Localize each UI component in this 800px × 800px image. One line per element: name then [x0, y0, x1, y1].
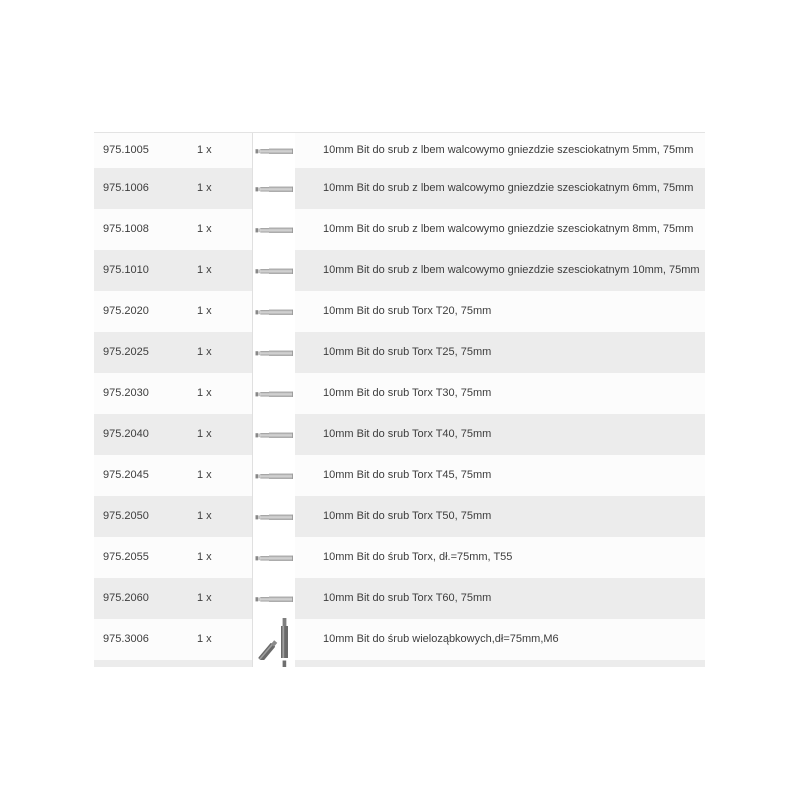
table-row [94, 578, 705, 619]
product-image-cell [252, 414, 295, 455]
quantity: 1 x [197, 264, 212, 276]
product-image-cell [252, 209, 295, 250]
quantity: 1 x [197, 592, 212, 604]
bit-horizontal-icon [255, 348, 295, 358]
quantity: 1 x [197, 223, 212, 235]
product-image-cell [252, 619, 295, 660]
description: 10mm Bit do śrub Torx, dł.=75mm, T55 [323, 551, 513, 563]
product-image-cell [252, 578, 295, 619]
part-number: 975.2025 [103, 346, 149, 358]
description: 10mm Bit do srub z lbem walcowymo gniezdzie szesciokatnym 6mm, 75mm [323, 182, 694, 194]
quantity: 1 x [197, 428, 212, 440]
bit-horizontal-icon [255, 184, 295, 194]
quantity: 1 x [197, 633, 212, 645]
partial-next-row [94, 660, 705, 667]
part-number: 975.2060 [103, 592, 149, 604]
bit-horizontal-icon [255, 307, 295, 317]
product-image-cell [252, 496, 295, 537]
table-row [94, 414, 705, 455]
partial-row-rest [295, 660, 705, 667]
table-row [94, 133, 705, 168]
bit-horizontal-icon [255, 553, 295, 563]
part-number: 975.2030 [103, 387, 149, 399]
part-number: 975.2055 [103, 551, 149, 563]
part-number: 975.2020 [103, 305, 149, 317]
partial-row-spacer [94, 660, 252, 667]
description: 10mm Bit do srub Torx T45, 75mm [323, 469, 492, 481]
description: 10mm Bit do srub z lbem walcowymo gniezdzie szesciokatnym 5mm, 75mm [323, 144, 694, 156]
description: 10mm Bit do srub Torx T30, 75mm [323, 387, 492, 399]
table-row [94, 291, 705, 332]
part-number: 975.2040 [103, 428, 149, 440]
description: 10mm Bit do srub Torx T40, 75mm [323, 428, 492, 440]
table-row [94, 373, 705, 414]
product-image-cell [252, 133, 295, 168]
table-row [94, 455, 705, 496]
bit-horizontal-icon [255, 266, 295, 276]
quantity: 1 x [197, 182, 212, 194]
part-number: 975.3006 [103, 633, 149, 645]
part-number: 975.1005 [103, 144, 149, 156]
description: 10mm Bit do srub Torx T50, 75mm [323, 510, 492, 522]
product-image-cell [252, 291, 295, 332]
table-row [94, 332, 705, 373]
bit-tip-sliver-icon [255, 660, 295, 667]
part-number: 975.1006 [103, 182, 149, 194]
quantity: 1 x [197, 305, 212, 317]
bit-horizontal-icon [255, 146, 295, 156]
product-image-cell [252, 373, 295, 414]
part-number: 975.2045 [103, 469, 149, 481]
part-number: 975.1008 [103, 223, 149, 235]
part-number: 975.2050 [103, 510, 149, 522]
description: 10mm Bit do srub Torx T60, 75mm [323, 592, 492, 604]
bit-horizontal-icon [255, 594, 295, 604]
table-row [94, 537, 705, 578]
table-row [94, 619, 705, 660]
quantity: 1 x [197, 551, 212, 563]
product-image-cell [252, 455, 295, 496]
bit-horizontal-icon [255, 471, 295, 481]
product-image-cell [252, 537, 295, 578]
parts-table [94, 132, 705, 667]
product-image-cell [252, 250, 295, 291]
table-row [94, 496, 705, 537]
quantity: 1 x [197, 510, 212, 522]
bit-vertical-pair-icon [255, 618, 295, 662]
table-row [94, 250, 705, 291]
description: 10mm Bit do srub Torx T20, 75mm [323, 305, 492, 317]
quantity: 1 x [197, 346, 212, 358]
quantity: 1 x [197, 387, 212, 399]
quantity: 1 x [197, 469, 212, 481]
description: 10mm Bit do srub z lbem walcowymo gniezdzie szesciokatnym 10mm, 75mm [323, 264, 700, 276]
product-image-cell [252, 660, 295, 667]
table-row [94, 168, 705, 209]
quantity: 1 x [197, 144, 212, 156]
bit-horizontal-icon [255, 512, 295, 522]
description: 10mm Bit do śrub wieloząbkowych,dł=75mm,M6 [323, 633, 559, 645]
parts-table-body [94, 133, 705, 660]
part-number: 975.1010 [103, 264, 149, 276]
description: 10mm Bit do srub Torx T25, 75mm [323, 346, 492, 358]
bit-horizontal-icon [255, 430, 295, 440]
bit-horizontal-icon [255, 389, 295, 399]
bit-horizontal-icon [255, 225, 295, 235]
table-row [94, 209, 705, 250]
product-image-cell [252, 168, 295, 209]
description: 10mm Bit do srub z lbem walcowymo gniezdzie szesciokatnym 8mm, 75mm [323, 223, 694, 235]
product-image-cell [252, 332, 295, 373]
